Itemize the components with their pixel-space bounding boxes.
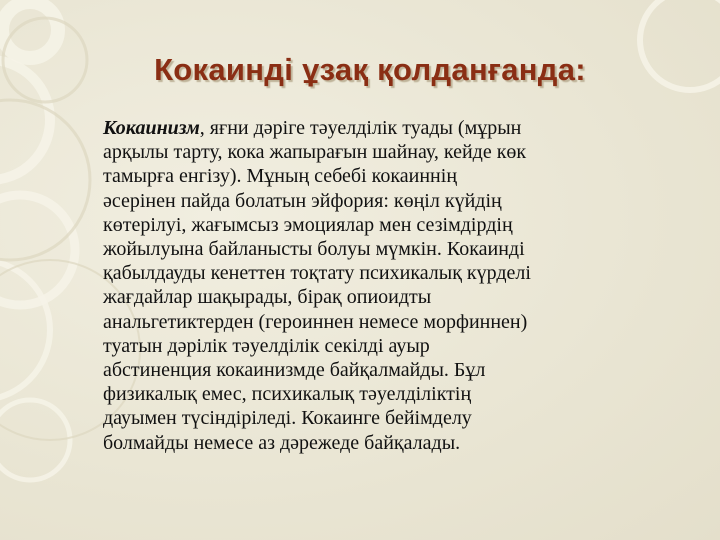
body-line: әсерінен пайда болатын эйфория: көңіл күйдің	[103, 189, 502, 212]
body-line: физикалық емес, психикалық тәуелділіктің	[103, 383, 472, 406]
body-line	[103, 116, 693, 140]
slide-title: Кокаинді ұзақ қолданғанда:	[154, 52, 586, 87]
body-line: жағдайлар шақырады, бірақ опиоидты	[103, 286, 432, 309]
body-line: абстиненция кокаинизмде байқалмайды. Бұл	[103, 359, 486, 382]
body-line: жойылуына байланысты болуы мүмкін. Кокаинді	[103, 238, 525, 261]
first-line-text: , яғни дәріге тәуелділік туады (мұрын	[199, 117, 522, 139]
body-line: арқылы тарту, кока жапырағын шайнау, кейде көк	[103, 141, 527, 164]
slide-body	[103, 116, 693, 455]
body-line: қабылдауды кенеттен тоқтату психикалық күрделі	[103, 262, 531, 285]
body-line: дауымен түсіндіріледі. Кокаинге бейімделу	[103, 407, 472, 430]
body-line: болмайды немесе аз дәрежеде байқалады.	[103, 431, 461, 454]
body-line: анальгетиктерден (героиннен немесе морфиннен)	[103, 310, 528, 333]
term-highlight: Кокаинизм	[103, 117, 200, 139]
body-line: көтерілуі, жағымсыз эмоциялар мен сезімдірдің	[103, 213, 513, 236]
body-line: тамырға енгізу). Мұның себебі кокаиннің	[103, 165, 458, 188]
body-line: туатын дәрілік тәуелділік секілді ауыр	[103, 334, 430, 357]
